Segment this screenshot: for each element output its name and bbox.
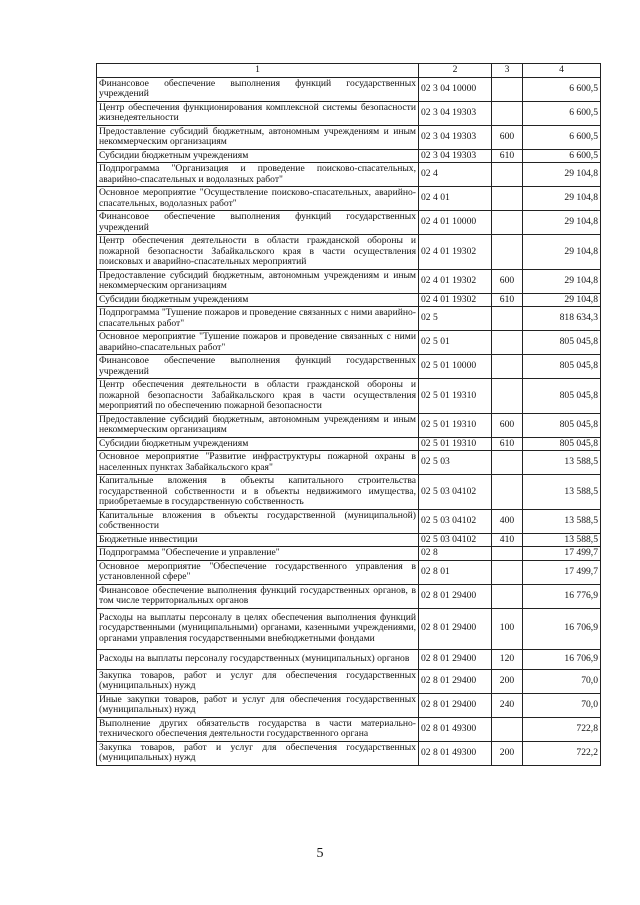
row-vr-cell: 240 [492,693,523,717]
row-code-cell: 02 3 04 19303 [419,101,492,125]
row-name-cell: Подпрограмма "Тушение пожаров и проведение связанных с ними аварийно-спасательных работ" [97,307,419,331]
row-code-cell: 02 4 01 19302 [419,293,492,307]
row-vr-cell [492,560,523,584]
table-row [97,608,601,649]
row-code-cell: 02 5 03 [419,451,492,475]
row-vr-cell [492,307,523,331]
row-name-cell: Бюджетные инвестиции [97,533,419,547]
row-name-cell: Центр обеспечения функционирования комплексной системы безопасности жизнедеятельности [97,101,419,125]
row-vr-cell: 600 [492,269,523,293]
table-row [97,413,601,437]
row-code-cell: 02 8 01 29400 [419,693,492,717]
row-name-cell: Подпрограмма "Организация и проведение поисково-спасательных, аварийно-спасательных и водолазных работ" [97,163,419,187]
row-code-cell: 02 8 01 29400 [419,608,492,649]
table-row [97,693,601,717]
row-name-cell: Субсидии бюджетным учреждениям [97,149,419,163]
row-vr-cell: 200 [492,669,523,693]
row-vr-cell [492,187,523,211]
row-sum-cell: 805 045,8 [523,331,601,355]
table-header-row [97,64,601,78]
row-sum-cell: 13 588,5 [523,509,601,533]
table-row [97,451,601,475]
table-row [97,331,601,355]
row-code-cell: 02 5 [419,307,492,331]
row-code-cell: 02 8 01 49300 [419,741,492,765]
row-sum-cell: 818 634,3 [523,307,601,331]
row-vr-cell [492,584,523,608]
row-code-cell: 02 8 01 29400 [419,584,492,608]
row-name-cell: Капитальные вложения в объекты капитального строительства государственной собственности и в объекты недвижимого имущества, приобретаемые в государственную собственность [97,475,419,510]
row-sum-cell: 805 045,8 [523,379,601,414]
row-name-cell: Центр обеспечения деятельности в области гражданской обороны и пожарной безопасности Забайкальского края в части осуществления поисковых и аварийно-спасательных мероприятий [97,235,419,270]
row-sum-cell: 70,0 [523,669,601,693]
table-row [97,669,601,693]
row-code-cell: 02 8 01 [419,560,492,584]
row-name-cell: Основное мероприятие "Обеспечение государственного управления в установленной сфере" [97,560,419,584]
table-row [97,533,601,547]
row-name-cell: Подпрограмма "Обеспечение и управление" [97,547,419,561]
row-sum-cell: 16 776,9 [523,584,601,608]
row-name-cell: Субсидии бюджетным учреждениям [97,437,419,451]
row-vr-cell [492,547,523,561]
row-sum-cell: 29 104,8 [523,187,601,211]
row-sum-cell: 6 600,5 [523,149,601,163]
row-sum-cell: 29 104,8 [523,235,601,270]
row-sum-cell: 16 706,9 [523,608,601,649]
row-sum-cell: 13 588,5 [523,533,601,547]
table-row [97,379,601,414]
row-vr-cell [492,211,523,235]
row-vr-cell [492,355,523,379]
row-sum-cell: 70,0 [523,693,601,717]
table-row [97,547,601,561]
row-code-cell: 02 4 01 10000 [419,211,492,235]
header-col-3: 3 [492,64,523,78]
row-code-cell: 02 5 03 04102 [419,509,492,533]
row-sum-cell: 6 600,5 [523,101,601,125]
row-name-cell: Капитальные вложения в объекты государственной (муниципальной) собственности [97,509,419,533]
table-row [97,307,601,331]
row-code-cell: 02 5 01 [419,331,492,355]
row-sum-cell: 29 104,8 [523,293,601,307]
row-sum-cell: 805 045,8 [523,355,601,379]
row-code-cell: 02 4 01 19302 [419,235,492,270]
row-code-cell: 02 5 01 19310 [419,379,492,414]
row-name-cell: Закупка товаров, работ и услуг для обеспечения государственных (муниципальных) нужд [97,669,419,693]
table-row [97,649,601,669]
row-sum-cell: 29 104,8 [523,269,601,293]
row-sum-cell: 13 588,5 [523,451,601,475]
header-col-1: 1 [97,64,419,78]
row-sum-cell: 6 600,5 [523,77,601,101]
row-code-cell: 02 8 01 49300 [419,717,492,741]
row-vr-cell: 610 [492,293,523,307]
table-row [97,269,601,293]
row-name-cell: Финансовое обеспечение выполнения функций государственных органов, в том числе территориальных органов [97,584,419,608]
row-name-cell: Основное мероприятие "Развитие инфраструктуры пожарной охраны в населенных пунктах Забайкальского края" [97,451,419,475]
row-vr-cell [492,717,523,741]
row-sum-cell: 13 588,5 [523,475,601,510]
row-name-cell: Финансовое обеспечение выполнения функций государственных учреждений [97,77,419,101]
table-row [97,235,601,270]
row-code-cell: 02 5 03 04102 [419,533,492,547]
row-code-cell: 02 3 04 19303 [419,149,492,163]
row-name-cell: Основное мероприятие "Осуществление поисково-спасательных, аварийно-спасательных, водолазных работ" [97,187,419,211]
budget-table [96,63,601,766]
row-vr-cell: 610 [492,149,523,163]
table-row [97,187,601,211]
row-vr-cell [492,331,523,355]
row-sum-cell: 16 706,9 [523,649,601,669]
row-name-cell: Выполнение других обязательств государства в части материально-технического обеспечения деятельности государственного органа [97,717,419,741]
row-code-cell: 02 8 01 29400 [419,669,492,693]
row-vr-cell: 120 [492,649,523,669]
row-code-cell: 02 4 01 [419,187,492,211]
row-name-cell: Финансовое обеспечение выполнения функций государственных учреждений [97,355,419,379]
row-code-cell: 02 8 01 29400 [419,649,492,669]
header-col-2: 2 [419,64,492,78]
table-row [97,149,601,163]
row-vr-cell: 610 [492,437,523,451]
table-row [97,163,601,187]
row-vr-cell [492,379,523,414]
table-row [97,475,601,510]
table-row [97,293,601,307]
row-sum-cell: 17 499,7 [523,560,601,584]
table-row [97,560,601,584]
row-code-cell: 02 5 01 19310 [419,437,492,451]
table-row [97,125,601,149]
row-code-cell: 02 5 01 10000 [419,355,492,379]
row-vr-cell: 410 [492,533,523,547]
table-row [97,741,601,765]
header-col-4: 4 [523,64,601,78]
row-sum-cell: 805 045,8 [523,413,601,437]
table-row [97,211,601,235]
row-sum-cell: 17 499,7 [523,547,601,561]
row-name-cell: Закупка товаров, работ и услуг для обеспечения государственных (муниципальных) нужд [97,741,419,765]
row-code-cell: 02 5 03 04102 [419,475,492,510]
row-code-cell: 02 4 01 19302 [419,269,492,293]
row-name-cell: Субсидии бюджетным учреждениям [97,293,419,307]
row-name-cell: Финансовое обеспечение выполнения функций государственных учреждений [97,211,419,235]
row-vr-cell: 400 [492,509,523,533]
row-sum-cell: 6 600,5 [523,125,601,149]
row-sum-cell: 805 045,8 [523,437,601,451]
row-name-cell: Иные закупки товаров, работ и услуг для обеспечения государственных (муниципальных) нужд [97,693,419,717]
table-row [97,584,601,608]
row-sum-cell: 722,2 [523,741,601,765]
row-name-cell: Предоставление субсидий бюджетным, автономным учреждениям и иным некоммерческим организациям [97,125,419,149]
row-code-cell: 02 8 [419,547,492,561]
row-sum-cell: 29 104,8 [523,211,601,235]
row-name-cell: Расходы на выплаты персоналу государственных (муниципальных) органов [97,649,419,669]
row-vr-cell [492,451,523,475]
table-row [97,77,601,101]
row-vr-cell: 200 [492,741,523,765]
row-vr-cell: 600 [492,413,523,437]
row-vr-cell [492,235,523,270]
row-sum-cell: 722,8 [523,717,601,741]
table-body [97,77,601,765]
row-name-cell: Основное мероприятие "Тушение пожаров и проведение связанных с ними аварийно-спасательных работ" [97,331,419,355]
row-code-cell: 02 3 04 19303 [419,125,492,149]
row-vr-cell [492,77,523,101]
row-name-cell: Центр обеспечения деятельности в области гражданской обороны и пожарной безопасности Забайкальского края в части осуществления мероприятий по обеспечению пожарной безопасности [97,379,419,414]
row-vr-cell [492,475,523,510]
row-vr-cell [492,101,523,125]
row-name-cell: Расходы на выплаты персоналу в целях обеспечения выполнения функций государственными (муниципальными) органами, казенными учреждениями, органами управления государственными внебюджетными фондами [97,608,419,649]
table-row [97,717,601,741]
table-row [97,437,601,451]
row-code-cell: 02 5 01 19310 [419,413,492,437]
table-row [97,509,601,533]
page-number: 5 [316,846,324,861]
row-code-cell: 02 4 [419,163,492,187]
row-name-cell: Предоставление субсидий бюджетным, автономным учреждениям и иным некоммерческим организациям [97,269,419,293]
table-row [97,355,601,379]
row-code-cell: 02 3 04 10000 [419,77,492,101]
row-vr-cell [492,163,523,187]
row-sum-cell: 29 104,8 [523,163,601,187]
table-row [97,101,601,125]
row-vr-cell: 600 [492,125,523,149]
row-name-cell: Предоставление субсидий бюджетным, автономным учреждениям и иным некоммерческим организациям [97,413,419,437]
row-vr-cell: 100 [492,608,523,649]
